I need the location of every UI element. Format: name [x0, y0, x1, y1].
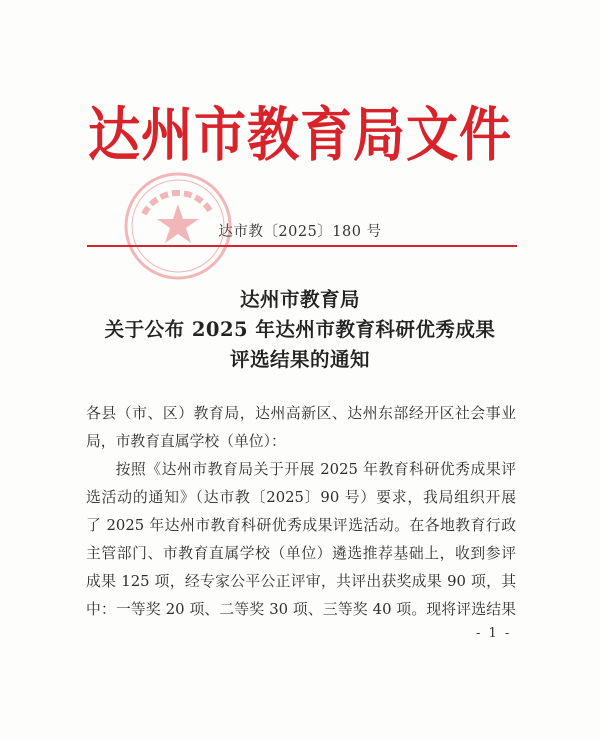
paragraph-line-4: 主管部门、市教育直属学校（单位）遴选推荐基础上，收到参评 — [86, 545, 516, 562]
notice-body — [86, 400, 516, 624]
document-number: 达市教〔2025〕180 号 — [218, 224, 382, 240]
salutation-line-1: 各县（市、区）教育局，达州高新区、达州东部经开区社会事业 — [86, 405, 516, 422]
notice-title-line-2: 关于公布 2025 年达州市教育科研优秀成果 — [104, 318, 496, 341]
paragraph-line-2: 选活动的通知》（达市教〔2025〕90 号）要求，我局组织开展 — [86, 489, 516, 506]
notice-title-line-3: 评选结果的通知 — [229, 348, 370, 371]
paragraph-line-5: 成果 125 项，经专家公平公正评审，共评出获奖成果 90 项，其 — [86, 573, 516, 590]
page-number: - 1 - — [476, 626, 512, 641]
notice-title-line-1: 达州市教育局 — [239, 288, 360, 311]
paragraph-line-6: 中：一等奖 20 项、二等奖 30 项、三等奖 40 项。现将评选结果 — [86, 601, 516, 618]
header-divider — [87, 245, 517, 247]
issuer-title: 达州市教育局文件 — [87, 101, 512, 170]
paragraph-line-1: 按照《达州市教育局关于开展 2025 年教育科研优秀成果评 — [115, 461, 516, 478]
salutation-line-2: 局，市教育直属学校（单位）： — [86, 433, 286, 450]
paragraph-line-3: 了 2025 年达州市教育科研优秀成果评选活动。在各地教育行政 — [86, 517, 516, 534]
